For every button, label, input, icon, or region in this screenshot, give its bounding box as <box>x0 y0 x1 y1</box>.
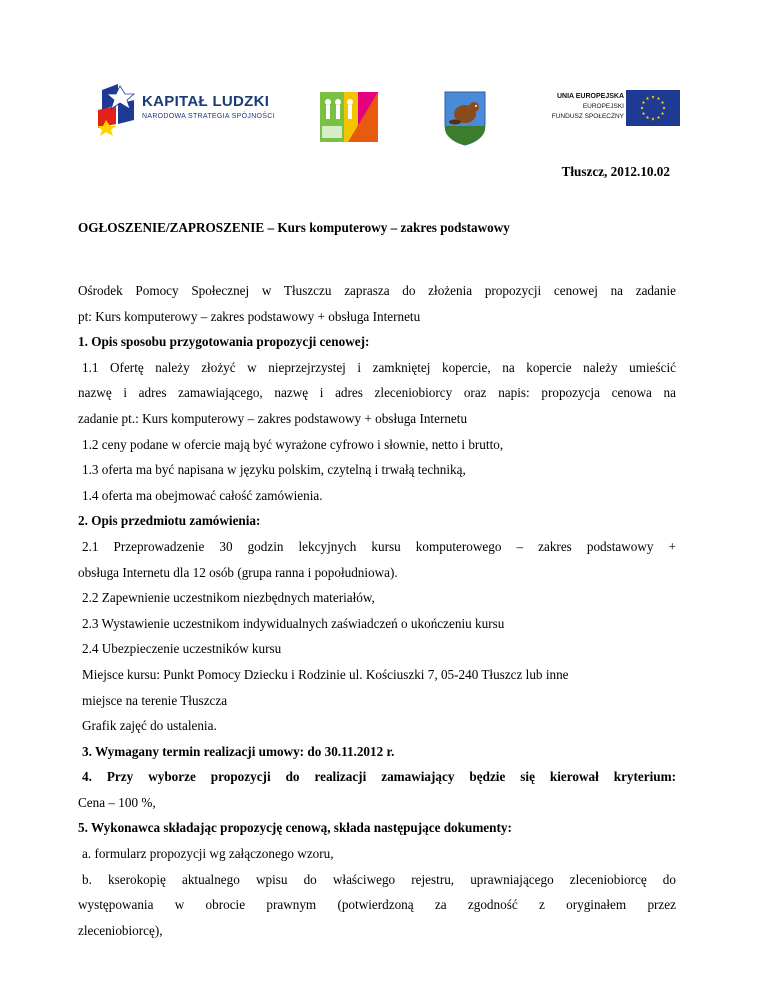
document-body <box>78 278 676 943</box>
kapital-ludzki-emblem-icon <box>96 80 142 138</box>
tluszcz-coat-of-arms <box>443 90 487 146</box>
section-1-item-1-line-1: 1.1 Ofertę należy złożyć w nieprzejrzystej i zamkniętej kopercie, na kopercie należy umieścić <box>82 359 676 375</box>
section-2-item-4: 2.4 Ubezpieczenie uczestników kursu <box>82 641 282 657</box>
section-5-item-b-line-3: zleceniobiorcę), <box>78 922 163 938</box>
section-4-criterion: Cena – 100 %, <box>78 794 156 810</box>
eu-line-1: UNIA EUROPEJSKA <box>556 93 624 100</box>
section-5-item-a: a. formularz propozycji wg załączonego wzoru, <box>82 846 334 862</box>
section-1-item-4: 1.4 oferta ma obejmować całość zamówienia. <box>82 487 323 503</box>
ops-logo <box>318 90 380 144</box>
section-3-title: 3. Wymagany termin realizacji umowy: do 30.11.2012 r. <box>82 743 395 759</box>
section-4-title: 4. Przy wyborze propozycji do realizacji zamawiający będzie się kierował kryterium: <box>82 769 676 785</box>
section-1-item-1-line-2: nazwę i adres zamawiającego, nazwę i adres zleceniobiorcy oraz napis: propozycja cenowa na <box>78 385 676 401</box>
document-date: Tłuszcz, 2012.10.02 <box>561 164 670 179</box>
section-2-place-line-2: miejsce na terenie Tłuszcza <box>82 692 228 708</box>
intro-line-2: pt: Kurs komputerowy – zakres podstawowy + obsługa Internetu <box>78 308 421 324</box>
section-1-title: 1. Opis sposobu przygotowania propozycji cenowej: <box>78 334 370 350</box>
intro-line-1: Ośrodek Pomocy Społecznej w Tłuszczu zaprasza do złożenia propozycji cenowej na zadanie <box>78 283 676 298</box>
section-2-place-line-1: Miejsce kursu: Punkt Pomocy Dziecku i Rodzinie ul. Kościuszki 7, 05-240 Tłuszcz lub inne <box>82 666 569 682</box>
eu-line-3: FUNDUSZ SPOŁECZNY <box>551 113 624 120</box>
section-2-title: 2. Opis przedmiotu zamówienia: <box>78 513 261 529</box>
section-2-item-1-line-1: 2.1 Przeprowadzenie 30 godzin lekcyjnych kursu komputerowego – zakres podstawowy + <box>82 538 676 554</box>
section-1-item-3: 1.3 oferta ma być napisana w języku polskim, czytelną i trwałą techniką, <box>82 462 466 478</box>
section-5-title: 5. Wykonawca składając propozycję cenową, składa następujące dokumenty: <box>78 820 512 836</box>
eu-line-2: EUROPEJSKI <box>582 103 624 110</box>
document-heading: OGŁOSZENIE/ZAPROSZENIE – Kurs komputerowy – zakres podstawowy <box>78 220 510 235</box>
beaver-coat-of-arms-icon <box>443 90 487 146</box>
section-2-schedule: Grafik zajęć do ustalenia. <box>82 718 217 734</box>
kapital-ludzki-subtitle: NARODOWA STRATEGIA SPÓJNOŚCI <box>142 113 275 120</box>
section-5-item-b-line-1: b. kserokopię aktualnego wpisu do właściwego rejestru, uprawniającego zleceniobiorcę do <box>82 871 676 887</box>
logo-bar <box>0 80 768 150</box>
eu-flag-icon <box>626 90 680 126</box>
section-2-item-1-line-2: obsługa Internetu dla 12 osób (grupa ranna i popołudniowa). <box>78 564 398 580</box>
section-1-item-2: 1.2 ceny podane w ofercie mają być wyrażone cyfrowo i słownie, netto i brutto, <box>82 436 504 452</box>
section-1-item-1-line-3: zadanie pt.: Kurs komputerowy – zakres podstawowy + obsługa Internetu <box>78 410 468 426</box>
eu-logo <box>540 90 680 130</box>
section-5-item-b-line-2: występowania w obrocie prawnym (potwierdzoną za zgodność z oryginałem przez <box>78 897 676 913</box>
section-2-item-3: 2.3 Wystawienie uczestnikom indywidualnych zaświadczeń o ukończeniu kursu <box>82 615 505 631</box>
kapital-ludzki-title: KAPITAŁ LUDZKI <box>142 93 270 110</box>
section-2-item-2: 2.2 Zapewnienie uczestnikom niezbędnych materiałów, <box>82 590 375 606</box>
ops-emblem-icon <box>318 90 380 144</box>
kapital-ludzki-logo <box>96 80 296 140</box>
